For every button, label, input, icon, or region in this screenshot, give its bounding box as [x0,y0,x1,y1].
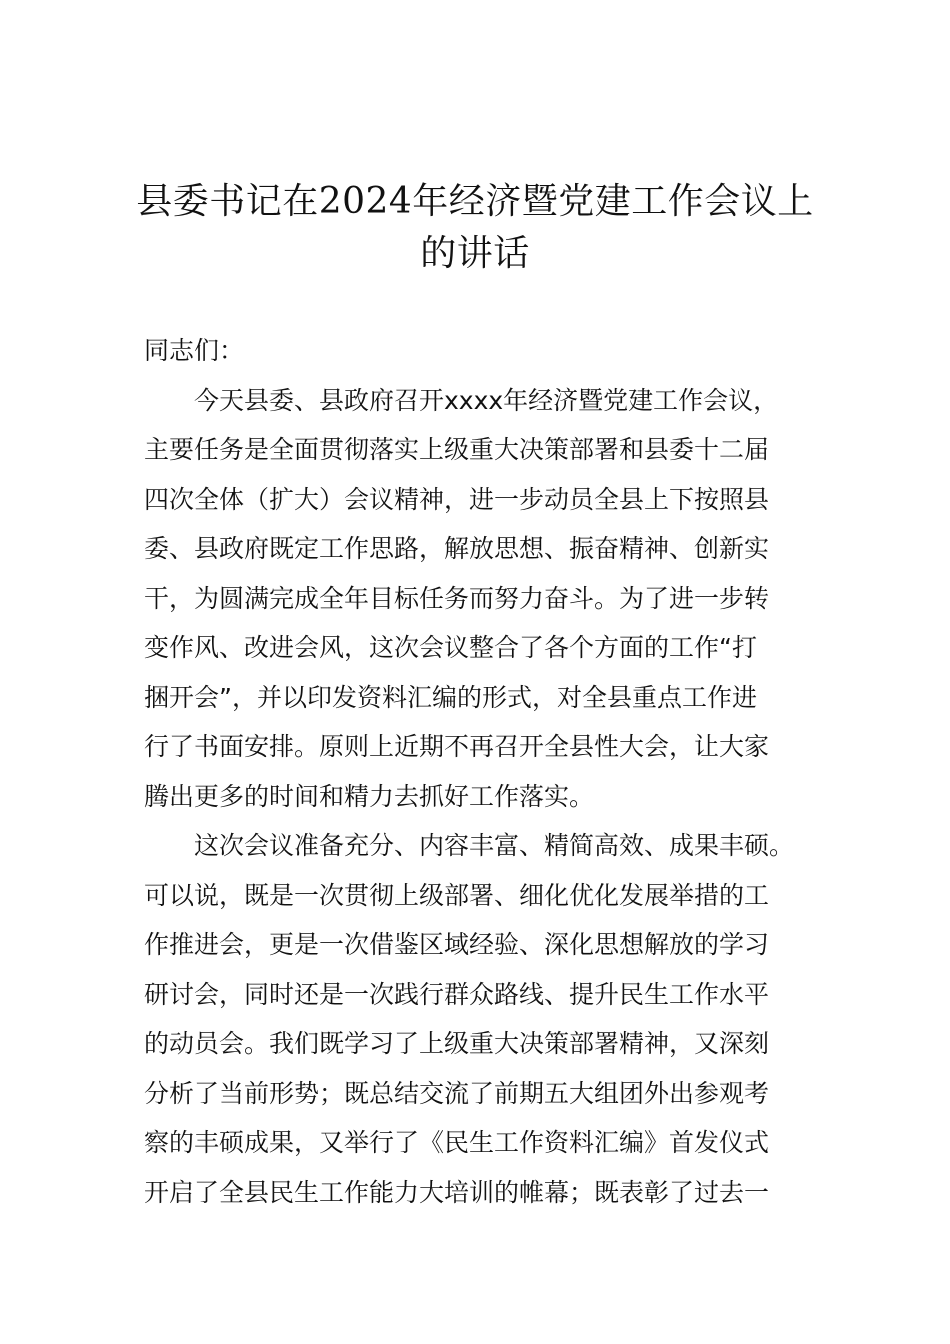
paragraph-2 [144,821,814,1217]
paragraph-line: 作推进会，更是一次借鉴区域经验、深化思想解放的学习 [144,930,770,959]
paragraph-line: 干，为圆满完成全年目标任务而努力奋斗。为了进一步转 [144,583,770,613]
paragraph-line: 变作风、改进会风，这次会议整合了各个方面的工作“打 [144,633,757,662]
paragraph-line: 开启了全县民生工作能力大培训的帷幕；既表彰了过去一 [144,1177,770,1207]
paragraph-line: 腾出更多的时间和精力去抓好工作落实。 [144,781,595,811]
paragraph-line: 察的丰硕成果，又举行了《民生工作资料汇编》首发仪式 [144,1128,770,1157]
paragraph-line: 今天县委、县政府召开xxxx年经济暨党建工作会议， [194,385,779,415]
paragraph-line: 这次会议准备充分、内容丰富、精简高效、成果丰硕。 [194,831,795,860]
paragraph-line: 的动员会。我们既学习了上级重大决策部署精神，又深刻 [144,1029,770,1058]
paragraph-line: 研讨会，同时还是一次践行群众路线、提升民生工作水平 [144,979,770,1009]
paragraph-line: 分析了当前形势；既总结交流了前期五大组团外出参观考 [144,1078,770,1108]
document-body [144,326,814,1217]
paragraph-line: 委、县政府既定工作思路，解放思想、振奋精神、创新实 [144,534,770,563]
paragraph-1 [144,376,814,822]
document-title [120,176,830,280]
paragraph-line: 可以说，既是一次贯彻上级部署、细化优化发展举措的工 [144,880,770,910]
title-line: 的讲话 [420,233,530,274]
paragraph-line: 主要任务是全面贯彻落实上级重大决策部署和县委十二届 [144,435,770,464]
paragraph-line: 四次全体（扩大）会议精神，进一步动员全县上下按照县 [144,484,770,514]
title-line: 县委书记在2024年经济暨党建工作会议上 [136,181,814,222]
salutation: 同志们： [144,336,245,365]
paragraph-line: 捆开会”，并以印发资料汇编的形式，对全县重点工作进 [144,682,757,712]
paragraph-line: 行了书面安排。原则上近期不再召开全县性大会，让大家 [144,732,770,761]
